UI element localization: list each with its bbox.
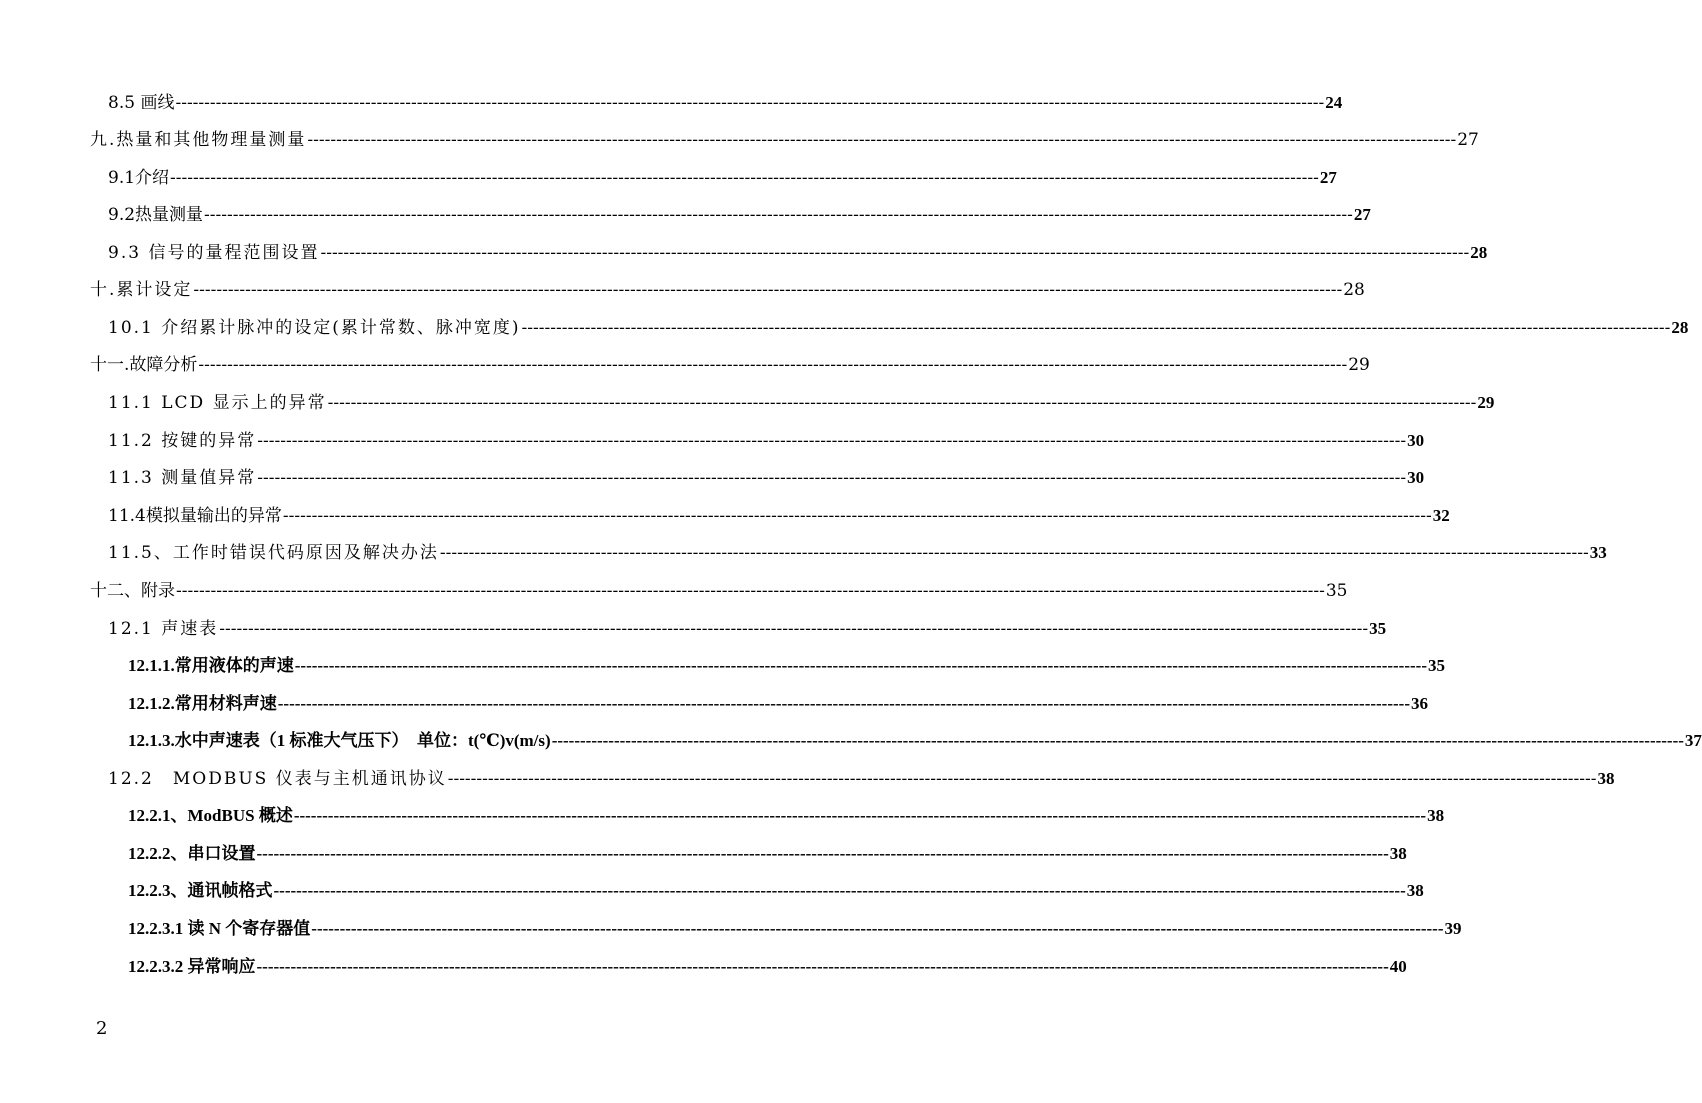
toc-entry-page: 35 — [1427, 656, 1445, 675]
toc-entry-page: 36 — [1410, 694, 1428, 713]
toc-entry-page: 29 — [1348, 355, 1370, 375]
toc-entry-title: 10.1 介绍累计脉冲的设定(累计常数、脉冲宽度) — [108, 318, 521, 338]
dot-leader: -------------------------------------------------------------------------------------------------------------------------------------------------------------------------------------------------------- — [176, 581, 1325, 601]
toc-entry-title: 12.1.1.常用液体的声速 — [128, 656, 294, 675]
toc-entry-title: 11.5、工作时错误代码原因及解决办法 — [108, 543, 439, 563]
toc-entry[interactable] — [108, 84, 1343, 114]
toc-entry[interactable] — [108, 159, 1337, 189]
dot-leader: -------------------------------------------------------------------------------------------------------------------------------------------------------------------------------------------------------- — [219, 619, 1369, 639]
toc-entry[interactable] — [90, 121, 1479, 151]
toc-entry-title: 8.5 画线 — [108, 93, 175, 113]
toc-entry[interactable] — [108, 422, 1425, 452]
dot-leader: -------------------------------------------------------------------------------------------------------------------------------------------------------------------------------------------------------- — [521, 318, 1671, 338]
toc-entry-title: 9.3 信号的量程范围设置 — [108, 243, 320, 263]
toc-entry-page: 28 — [1470, 243, 1488, 262]
dot-leader: -------------------------------------------------------------------------------------------------------------------------------------------------------------------------------------------------------- — [256, 844, 1389, 863]
toc-entry[interactable] — [128, 647, 1445, 677]
dot-leader: -------------------------------------------------------------------------------------------------------------------------------------------------------------------------------------------------------- — [170, 168, 1319, 188]
toc-entry-title: 十.累计设定 — [90, 280, 193, 300]
dot-leader: -------------------------------------------------------------------------------------------------------------------------------------------------------------------------------------------------------- — [282, 506, 1432, 526]
toc-entry-title: 12.2.3、通讯帧格式 — [128, 881, 273, 900]
dot-leader: -------------------------------------------------------------------------------------------------------------------------------------------------------------------------------------------------------- — [294, 656, 1427, 675]
toc-entry-title: 12.1.3.水中声速表（1 标准大气压下） 单位：t(℃)v(m/s) — [128, 731, 551, 750]
toc-entry-page: 27 — [1457, 130, 1479, 150]
toc-entry-title: 12.2 MODBUS 仪表与主机通讯协议 — [108, 769, 447, 789]
toc-entry-page: 27 — [1353, 205, 1371, 224]
toc-entry[interactable] — [128, 685, 1428, 715]
dot-leader: -------------------------------------------------------------------------------------------------------------------------------------------------------------------------------------------------------- — [307, 130, 1457, 150]
toc-entry-page: 30 — [1407, 468, 1425, 487]
toc-entry-title: 12.2.1、ModBUS 概述 — [128, 806, 293, 825]
toc-entry[interactable] — [128, 797, 1445, 827]
toc-entry[interactable] — [108, 497, 1450, 527]
toc-entry-title: 9.2热量测量 — [108, 205, 204, 225]
dot-leader: -------------------------------------------------------------------------------------------------------------------------------------------------------------------------------------------------------- — [175, 93, 1325, 113]
dot-leader: -------------------------------------------------------------------------------------------------------------------------------------------------------------------------------------------------------- — [256, 957, 1389, 976]
toc-entry-page: 28 — [1343, 280, 1365, 300]
toc-entry-page: 38 — [1427, 806, 1445, 825]
toc-entry-page: 33 — [1589, 543, 1607, 562]
toc-entry[interactable] — [108, 610, 1387, 640]
dot-leader: -------------------------------------------------------------------------------------------------------------------------------------------------------------------------------------------------------- — [273, 881, 1406, 900]
toc-entry-title: 十二、附录 — [90, 581, 175, 601]
dot-leader: -------------------------------------------------------------------------------------------------------------------------------------------------------------------------------------------------------- — [311, 919, 1444, 938]
dot-leader: -------------------------------------------------------------------------------------------------------------------------------------------------------------------------------------------------------- — [204, 205, 1353, 225]
toc-entry-title: 九.热量和其他物理量测量 — [90, 130, 307, 150]
dot-leader: -------------------------------------------------------------------------------------------------------------------------------------------------------------------------------------------------------- — [320, 243, 1470, 263]
toc-entry[interactable] — [108, 534, 1607, 564]
toc-entry-page: 40 — [1389, 957, 1407, 976]
dot-leader: -------------------------------------------------------------------------------------------------------------------------------------------------------------------------------------------------------- — [551, 731, 1684, 750]
toc-entry-title: 十一.故障分析 — [90, 355, 198, 375]
toc-entry-page: 29 — [1477, 393, 1495, 412]
dot-leader: -------------------------------------------------------------------------------------------------------------------------------------------------------------------------------------------------------- — [327, 393, 1477, 413]
toc-entry-title: 12.2.2、串口设置 — [128, 844, 256, 863]
toc-entry[interactable] — [108, 196, 1371, 226]
toc-entry-title: 12.1.2.常用材料声速 — [128, 694, 277, 713]
toc-entry-page: 27 — [1319, 168, 1337, 187]
toc-entry-page: 38 — [1406, 881, 1424, 900]
toc-entry-title: 12.2.3.1 读 N 个寄存器值 — [128, 919, 311, 938]
toc-entry-title: 11.3 测量值异常 — [108, 468, 257, 488]
toc-entry[interactable] — [90, 271, 1365, 301]
toc-entry[interactable] — [128, 872, 1424, 902]
dot-leader: -------------------------------------------------------------------------------------------------------------------------------------------------------------------------------------------------------- — [293, 806, 1427, 825]
toc-entry-page: 32 — [1432, 506, 1450, 525]
toc-entry[interactable] — [108, 459, 1425, 489]
page-number: 2 — [96, 1018, 108, 1039]
toc-entry[interactable] — [108, 234, 1488, 264]
toc-entry-page: 28 — [1671, 318, 1689, 337]
dot-leader: -------------------------------------------------------------------------------------------------------------------------------------------------------------------------------------------------------- — [257, 468, 1407, 488]
toc-entry-title: 11.2 按键的异常 — [108, 431, 257, 451]
toc-entry-page: 38 — [1389, 844, 1407, 863]
dot-leader: -------------------------------------------------------------------------------------------------------------------------------------------------------------------------------------------------------- — [198, 355, 1348, 375]
toc-entry[interactable] — [108, 760, 1615, 790]
toc-entry-page: 24 — [1325, 93, 1343, 112]
toc-entry-title: 9.1介绍 — [108, 168, 170, 188]
dot-leader: -------------------------------------------------------------------------------------------------------------------------------------------------------------------------------------------------------- — [439, 543, 1589, 563]
toc-entry-title: 12.1 声速表 — [108, 619, 219, 639]
toc-entry-title: 12.2.3.2 异常响应 — [128, 957, 256, 976]
toc-entry[interactable] — [128, 722, 1702, 752]
toc-entry-page: 35 — [1325, 581, 1348, 601]
toc-entry-page: 37 — [1684, 731, 1702, 750]
toc-entry-title: 11.4模拟量输出的异常 — [108, 506, 282, 526]
dot-leader: -------------------------------------------------------------------------------------------------------------------------------------------------------------------------------------------------------- — [257, 431, 1407, 451]
toc-entry-title: 11.1 LCD 显示上的异常 — [108, 393, 327, 413]
dot-leader: -------------------------------------------------------------------------------------------------------------------------------------------------------------------------------------------------------- — [277, 694, 1410, 713]
toc-entry[interactable] — [128, 948, 1407, 978]
toc-entry-page: 38 — [1597, 769, 1615, 788]
toc-entry[interactable] — [128, 910, 1462, 940]
toc-entry-page: 30 — [1407, 431, 1425, 450]
toc-entry[interactable] — [108, 309, 1689, 339]
dot-leader: -------------------------------------------------------------------------------------------------------------------------------------------------------------------------------------------------------- — [193, 280, 1343, 300]
toc-entry-page: 35 — [1369, 619, 1387, 638]
toc-entry[interactable] — [128, 835, 1407, 865]
toc-entry[interactable] — [90, 346, 1370, 376]
toc-entry-page: 39 — [1444, 919, 1462, 938]
dot-leader: -------------------------------------------------------------------------------------------------------------------------------------------------------------------------------------------------------- — [447, 769, 1597, 789]
toc-entry[interactable] — [108, 384, 1495, 414]
toc-entry[interactable] — [90, 572, 1348, 602]
